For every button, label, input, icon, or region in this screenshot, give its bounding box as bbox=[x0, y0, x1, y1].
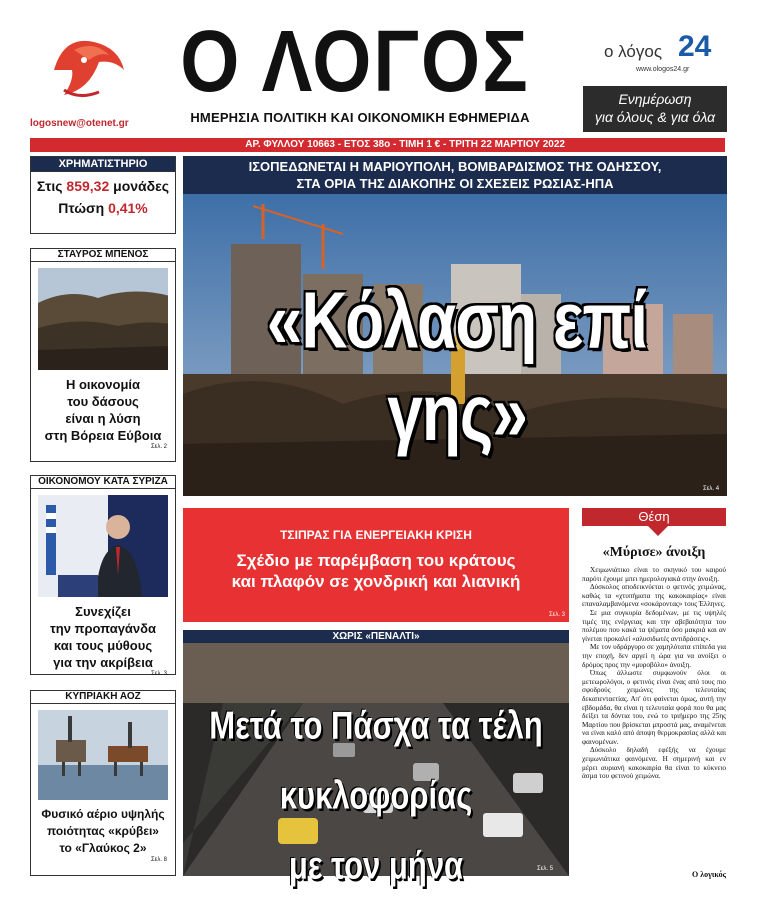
energy-story-box[interactable] bbox=[183, 508, 569, 622]
promo-box bbox=[583, 86, 727, 132]
promo-line-1: Ενημέρωση bbox=[618, 91, 692, 107]
opinion-paragraph: Δύσκολο δηλαδή εφέξής να έχουμε χειμωνιάτικα φαινόμενα. Η σημερινή και εν μέρει αυριανή κακοκαιρία θα είναι το κύκνειο άσμα του φετινού χειμώνα. bbox=[582, 746, 726, 781]
main-headline-quote: «Κόλαση επί γης» bbox=[266, 274, 648, 458]
offshore-platform-image bbox=[38, 710, 168, 800]
newspaper-emblem-icon bbox=[44, 30, 134, 110]
side-story-headline: Η οικονομία του δάσους είναι η λύση στη Βόρεια Εύβοια bbox=[44, 377, 162, 443]
energy-kicker: ΤΣΙΠΡΑΣ ΓΙΑ ΕΝΕΡΓΕΙΑΚΗ ΚΡΙΣΗ bbox=[280, 528, 472, 542]
page-ref: Σελ. 3 bbox=[150, 671, 167, 677]
main-headline-banner bbox=[183, 156, 727, 194]
stock-market-box bbox=[30, 156, 176, 234]
newspaper-subtitle: ΗΜΕΡΗΣΙΑ ΠΟΛΙΤΙΚΗ ΚΑΙ ΟΙΚΟΝΟΜΙΚΗ ΕΦΗΜΕΡΙΔΑ bbox=[190, 110, 530, 125]
side-story-headline: Φυσικό αέριο υψηλής ποιότητας «κρύβει» το «Γλαύκος 2» bbox=[41, 807, 165, 855]
traffic-headline: Μετά το Πάσχα τα τέλη κυκλοφορίας με τον μήνα bbox=[209, 703, 543, 888]
energy-headline: Σχέδιο με παρέμβαση του κράτους και πλαφόν σε χονδρική και λιανική bbox=[231, 551, 521, 591]
page-ref: Σελ. 8 bbox=[150, 857, 167, 863]
newspaper-title: Ο ΛΟΓΟΣ bbox=[180, 12, 530, 111]
opinion-paragraph: Σε μια συγκυρία δεδομένων, με τις υψηλές τιμές της ενέργειας και την αβεβαιότητα του πολέμου που κακά τα ψέματα όσο μακριά και αν γίνεται προκαλεί «αλυσιδωτές αντιδράσεις». bbox=[582, 608, 726, 643]
partner-logo-url: www.ologos24.gr bbox=[636, 66, 690, 73]
main-headline-line-1: ΙΣΟΠΕΔΩΝΕΤΑΙ Η ΜΑΡΙΟΥΠΟΛΗ, ΒΟΜΒΑΡΔΙΣΜΟΣ ΤΗΣ ΟΔΗΣΣΟΥ, bbox=[248, 159, 662, 174]
opinion-signature: Ο λογικός bbox=[692, 870, 726, 879]
partner-logo-name: ο λόγος bbox=[604, 42, 663, 61]
politician-photo bbox=[38, 495, 168, 597]
opinion-arrow-icon bbox=[648, 526, 668, 536]
side-story-author: ΚΥΠΡΙΑΚΗ ΑΟΖ bbox=[31, 691, 175, 704]
main-headline-line-2: ΣΤΑ ΟΡΙΑ ΤΗΣ ΔΙΑΚΟΠΗΣ ΟΙ ΣΧΕΣΕΙΣ ΡΩΣΙΑΣ-ΗΠΑ bbox=[296, 176, 614, 191]
side-story-propaganda[interactable] bbox=[30, 475, 176, 675]
side-story-author: ΟΙΚΟΝΟΜΟΥ ΚΑΤΑ ΣΥΡΙΖΑ bbox=[31, 476, 175, 489]
stock-change-line: Πτώση 0,41% bbox=[58, 200, 148, 216]
stock-header: ΧΡΗΜΑΤΙΣΤΗΡΙΟ bbox=[31, 157, 175, 172]
partner-logo-number: 24 bbox=[678, 30, 712, 63]
page-ref: Σελ. 5 bbox=[537, 866, 554, 872]
stock-index-line: Στις 859,32 μονάδες bbox=[36, 178, 170, 194]
side-story-author: ΣΤΑΥΡΟΣ ΜΠΕΝΟΣ bbox=[31, 249, 175, 262]
opinion-paragraph: Δύσκολος αποδεικνύεται ο φετινός χειμώνας, καθώς τα «χτυπήματα της κακοκαιρίας» είναι επαναλαμβανόμενα «σοκάροντας» τους Έλληνες. bbox=[582, 583, 726, 609]
page-ref: Σελ. 4 bbox=[703, 486, 720, 492]
promo-line-2: για όλους & για όλα bbox=[594, 109, 716, 125]
side-story-gas[interactable] bbox=[30, 690, 176, 876]
opinion-title: «Μύρισε» άνοιξη bbox=[602, 545, 706, 560]
opinion-paragraph: Χειμωνιάτικο είναι το σκηνικό του καιρού παρότι έχουμε μπει ημερολογιακά στην άνοιξη. bbox=[582, 566, 726, 583]
side-story-forest[interactable] bbox=[30, 248, 176, 462]
opinion-paragraph: Όπως άλλωστε συμφωνούν όλοι οι μετεωρολόγοι, ο φετινός είναι ένας από τους πιο σφοδρούς χειμώνες της τελευταίας δεκαπενταετίας. Απ' ότι φαίνεται όμως, αυτή την εβδομάδα, θα είναι η τελευταία φορά που θα μας δείξει τα δόντια του, ενώ το τριήμερο της 25ης Μαρτίου που βρίσκεται μπροστά μας, αναμένεται να είναι καλό από άποψη θερμοκρασίας αλλά και φαινομένων. bbox=[582, 669, 726, 746]
side-story-headline: Συνεχίζει την προπαγάνδα και τους μύθους για την ακρίβεια bbox=[49, 604, 157, 670]
page-ref: Σελ. 3 bbox=[548, 612, 565, 618]
traffic-story-header: ΧΩΡΙΣ «ΠΕΝΑΛΤΙ» bbox=[183, 630, 569, 643]
page-ref: Σελ. 2 bbox=[150, 444, 167, 450]
opinion-paragraph: Με τον υδράργυρο σε χαμηλότατα επίπεδα για την εποχή, δεν αργεί η ώρα για να ανοίξει ο δρόμος προς την «μυροβόλο» άνοιξη. bbox=[582, 643, 726, 669]
opinion-body bbox=[582, 566, 726, 781]
contact-email: logosnew@otenet.gr bbox=[30, 118, 129, 129]
partner-logo bbox=[596, 30, 726, 80]
opinion-label: Θέση bbox=[582, 508, 726, 526]
forest-landscape-image bbox=[38, 268, 168, 370]
issue-info-bar: ΑΡ. ΦΥΛΛΟΥ 10663 - ΕΤΟΣ 38ο - ΤΙΜΗ 1 € - ΤΡΙΤΗ 22 ΜΑΡΤΙΟΥ 2022 bbox=[30, 138, 725, 152]
